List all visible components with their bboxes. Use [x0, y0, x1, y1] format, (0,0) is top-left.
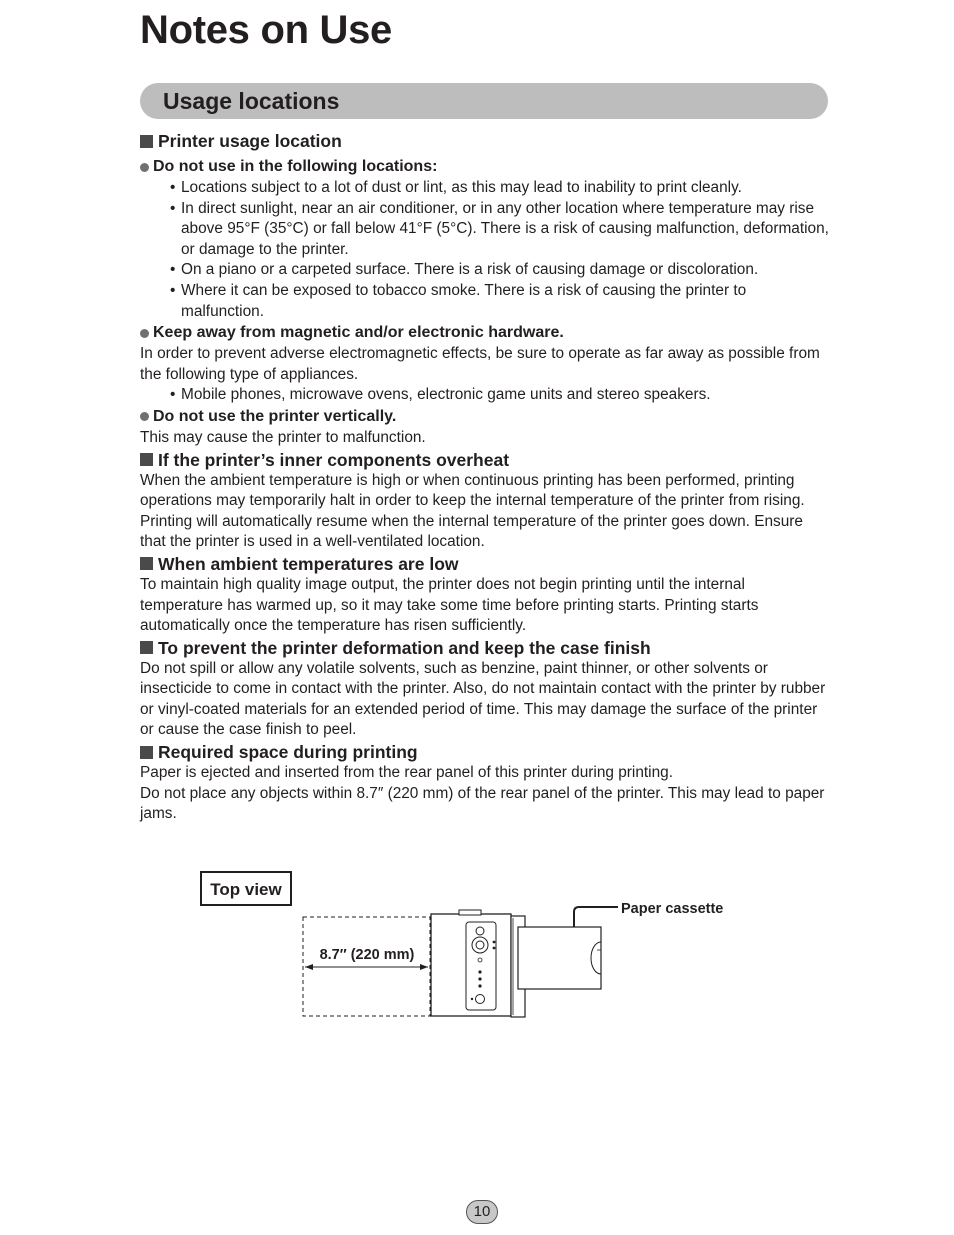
list-item: • In direct sunlight, near an air conditioner, or in any other location where temperature may rise above 95°F (35°C) or fall below 41°F (5°C). There is a risk of causing malfunction, deformation, or damage to the printer. — [170, 199, 830, 261]
heading-overheat-text: If the printer’s inner components overheat — [158, 449, 510, 470]
overheat-paragraph: When the ambient temperature is high or when continuous printing has been performed, printing operations may temporarily halt in order to keep the internal temperature of the printer from rising. Printing will automatically resume when the internal temperature of the printer goes down. Ensure that the printer is used in a well-ventilated location. — [140, 471, 805, 551]
subheading-do-not-use-text: Do not use in the following locations: — [153, 158, 438, 175]
heading-printer-usage-text: Printer usage location — [158, 131, 342, 151]
list-item: • Mobile phones, microwave ovens, electronic game units and stereo speakers. — [170, 385, 830, 406]
low-temp-paragraph: To maintain high quality image output, the printer does not begin printing until the internal temperature has warmed up, so it may take some time before printing starts. Printing starts automatically once the temperature has risen sufficiently. — [140, 575, 759, 635]
heading-required-space-text: Required space during printing — [158, 742, 418, 763]
arrow-left-icon — [305, 964, 313, 970]
space-paragraph-1: Paper is ejected and inserted from the rear panel of this printer during printing. — [140, 764, 673, 782]
space-paragraph-2: Do not place any objects within 8.7″ (220 mm) of the rear panel of the printer. This may lead to paper jams. — [140, 784, 825, 823]
top-view-label: Top view — [210, 880, 282, 899]
page-title: Notes on Use — [140, 8, 393, 52]
cassette-leader-line — [574, 907, 618, 927]
subheading-vertical-text: Do not use the printer vertically. — [153, 407, 397, 425]
subheading-magnetic-text: Keep away from magnetic and/or electronic hardware. — [153, 324, 564, 342]
vertical-paragraph: This may cause the printer to malfunction. — [140, 428, 426, 446]
magnetic-paragraph: In order to prevent adverse electromagnetic effects, be sure to operate as far away as possible from the following type of appliances. — [140, 345, 820, 383]
list-item: • Locations subject to a lot of dust or lint, as this may lead to inability to print cleanly. — [170, 178, 830, 199]
heading-deformation-text: To prevent the printer deformation and keep the case finish — [158, 637, 651, 658]
list-item: • Where it can be exposed to tobacco smoke. There is a risk of causing the printer to malfunction. — [170, 281, 830, 322]
arrow-right-icon — [420, 964, 428, 970]
heading-low-temp-text: When ambient temperatures are low — [158, 553, 459, 574]
paper-cassette-icon — [518, 927, 601, 989]
section-title: Usage locations — [163, 88, 340, 114]
deformation-paragraph: Do not spill or allow any volatile solvents, such as benzine, paint thinner, or other solvents or insecticide to come in contact with the printer. Also, do not maintain contact with the printer by rubber or vinyl-coated materials for an extended period of time. This may damage the surface of the printer or cause the case finish to peel. — [140, 659, 826, 739]
paper-cassette-label: Paper cassette — [621, 901, 724, 917]
page-number: 10 — [466, 1200, 498, 1224]
printer-icon — [431, 910, 525, 1017]
list-item: • On a piano or a carpeted surface. There is a risk of causing damage or discoloration. — [170, 260, 830, 281]
distance-label: 8.7″ (220 mm) — [319, 947, 415, 963]
